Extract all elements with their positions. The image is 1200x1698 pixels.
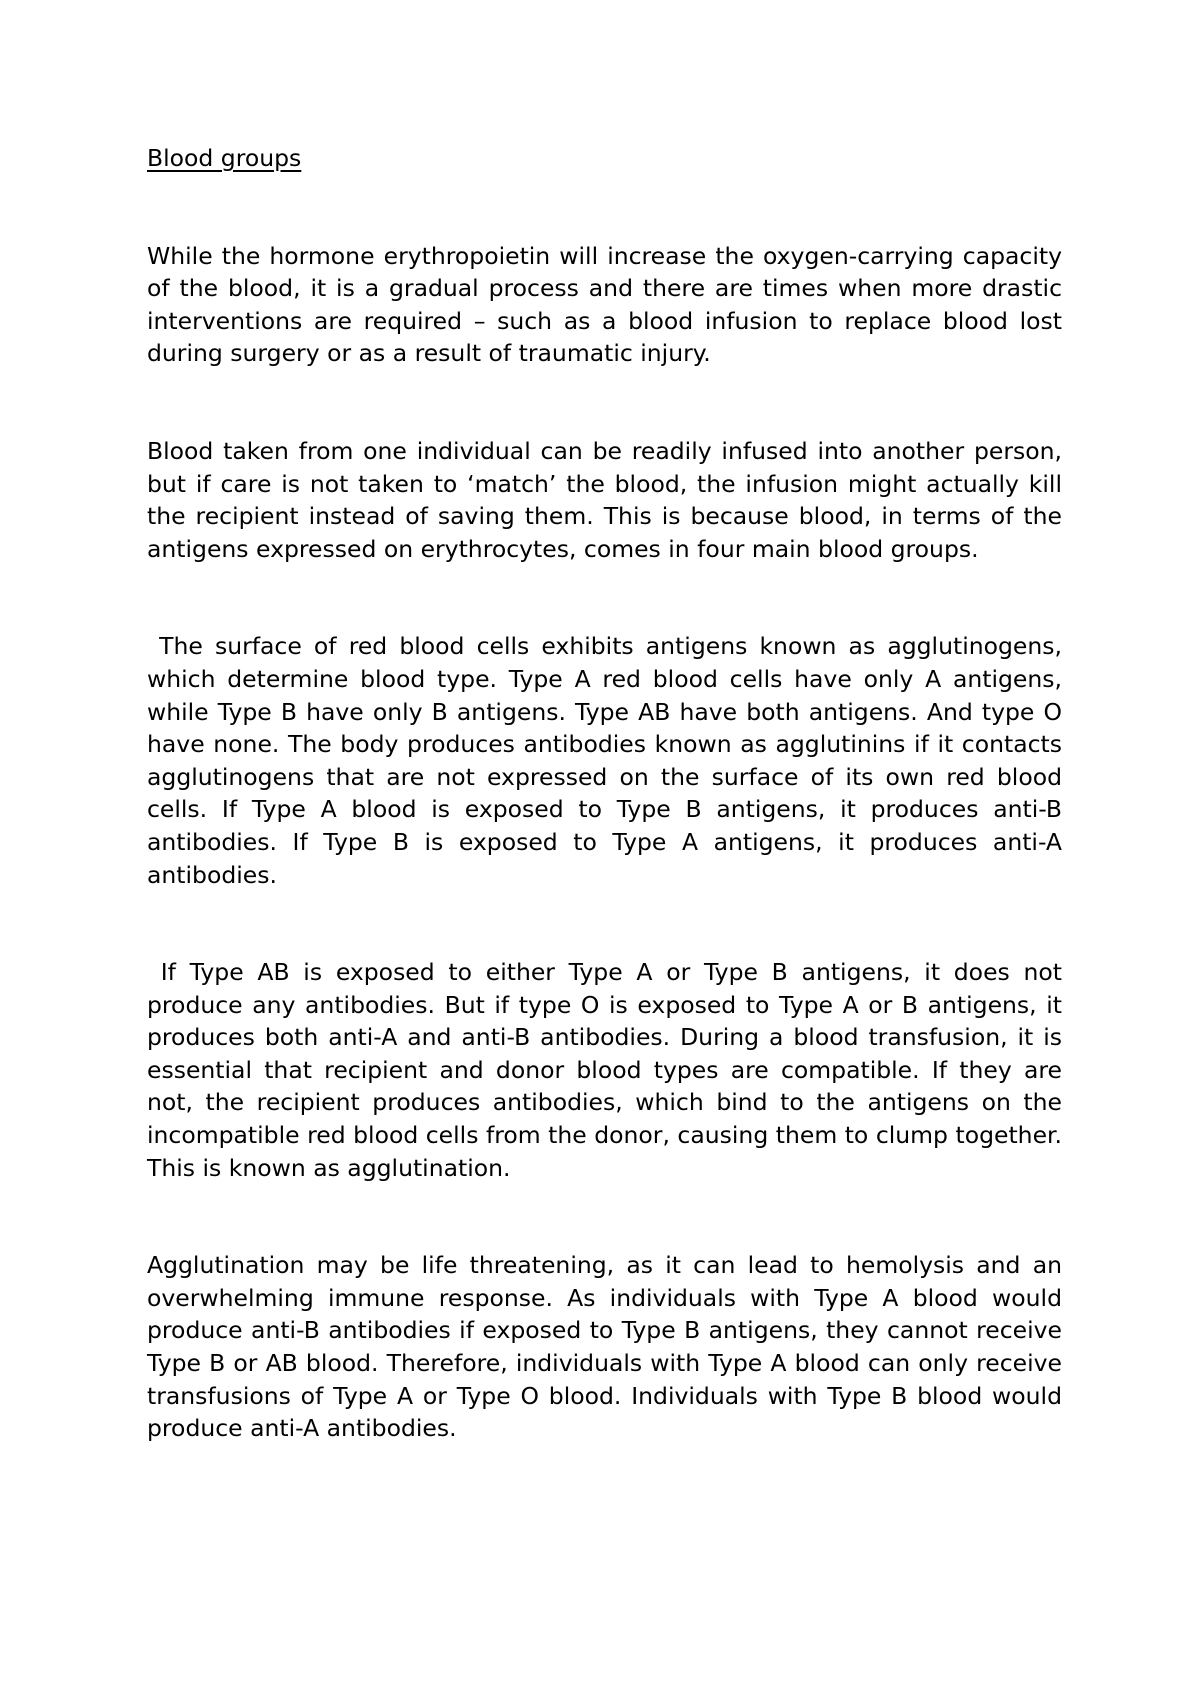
document-body (147, 142, 1070, 1445)
paragraph-transfusion-compatibility: If Type AB is exposed to either Type A or Type B antigens, it does not produce any antibodies. But if type O is exposed to Type A or B antigens, it produces both anti-A and anti-B antibodies. During a blood transfusion, it is essential that recipient and donor blood types are compatible. If they are not, the recipient produces antibodies, which bind to the antigens on the incompatible red blood cells from the donor, causing them to clump together. This is known as agglutination. (147, 958, 1070, 1182)
paragraph-blood-matching: Blood taken from one individual can be readily infused into another person, but if care is not taken to ‘match’ the blood, the infusion might actually kill the recipient instead of saving them. This is because blood, in terms of the antigens expressed on erythrocytes, comes in four main blood groups. (147, 436, 1070, 563)
document-title: Blood groups (147, 144, 302, 172)
title-block (147, 142, 1062, 175)
paragraph-erythropoietin: While the hormone erythropoietin will increase the oxygen-carrying capacity of the blood, it is a gradual process and there are times when more drastic interventions are required – such as a blood infusion to replace blood lost during surgery or as a result of traumatic injury. (147, 241, 1070, 368)
paragraph-agglutination-risk: Agglutination may be life threatening, as it can lead to hemolysis and an overwhelming immune response. As individuals with Type A blood would produce anti-B antibodies if exposed to Type B antigens, they cannot receive Type B or AB blood. Therefore, individuals with Type A blood can only receive transfusions of Type A or Type O blood. Individuals with Type B blood would produce anti-A antibodies. (147, 1251, 1070, 1443)
paragraph-agglutinogens: The surface of red blood cells exhibits antigens known as agglutinogens, which determine blood type. Type A red blood cells have only A antigens, while Type B have only B antigens. Type AB have both antigens. And type O have none. The body produces antibodies known as agglutinins if it contacts agglutinogens that are not expressed on the surface of its own red blood cells. If Type A blood is exposed to Type B antigens, it produces anti-B antibodies. If Type B is exposed to Type A antigens, it produces anti-A antibodies. (147, 632, 1070, 889)
